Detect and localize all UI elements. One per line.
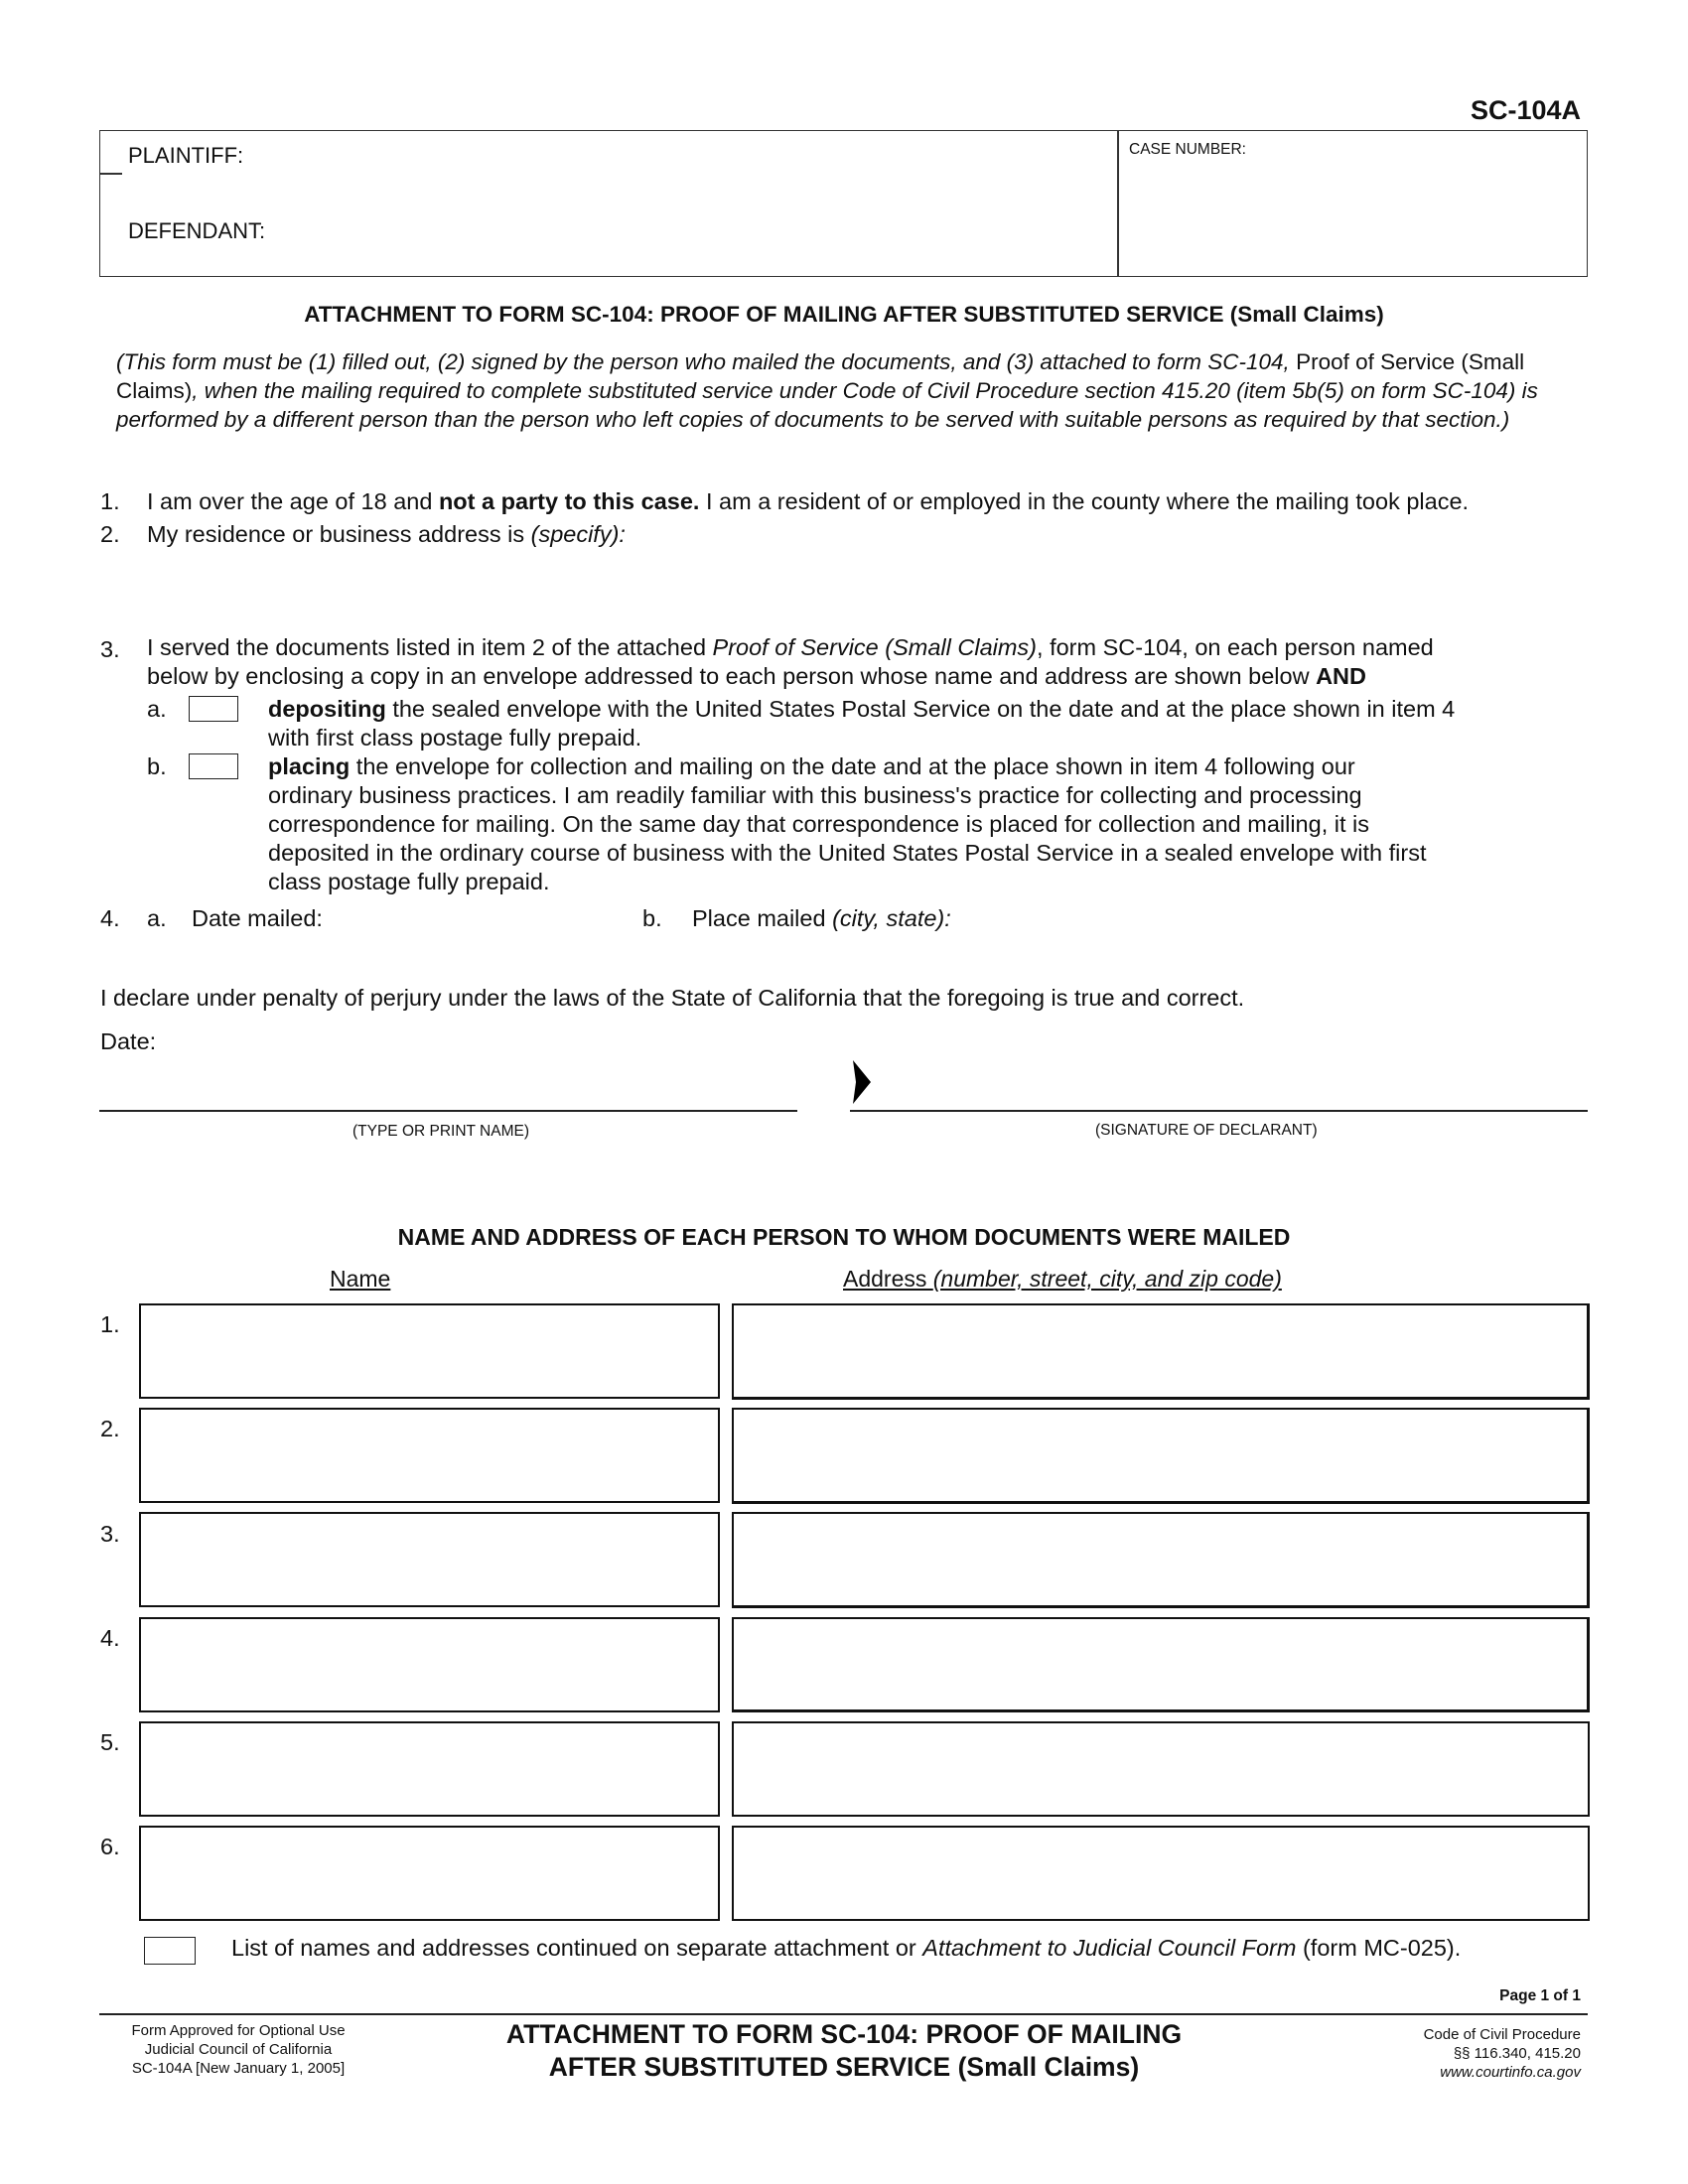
item-1-pre: I am over the age of 18 and [147,488,439,514]
item-4-number: 4. [100,905,120,931]
address-field-5[interactable] [732,1721,1590,1817]
row-number-1: 1. [100,1311,120,1337]
footer-revision: SC-104A [New January 1, 2005] [131,2060,346,2077]
perjury-declaration: I declare under penalty of perjury under the laws of the State of California that the foregoing is true and correct. [100,985,1245,1011]
item-3b-line-3: correspondence for mailing. On the same day that correspondence is placed for collection and mailing, it is [268,811,1370,837]
form-title: ATTACHMENT TO FORM SC-104: PROOF OF MAILING AFTER SUBSTITUTED SERVICE (Small Claims) [304,302,1384,327]
mailing-list-title: NAME AND ADDRESS OF EACH PERSON TO WHOM DOCUMENTS WERE MAILED [397,1224,1291,1250]
place-mailed-city-state: (city, state): [832,905,951,931]
item-3b-line-4: deposited in the ordinary course of business with the United States Postal Service in a sealed envelope with first [268,840,1427,866]
item-2-label: My residence or business address is [147,521,531,547]
address-header-text: Address [843,1266,933,1292]
footer-title-line-1: ATTACHMENT TO FORM SC-104: PROOF OF MAILING [505,2019,1183,2049]
item-3b-text: the envelope for collection and mailing on the date and at the place shown in item 4 following our [350,753,1355,779]
item-3-line-1-pre: I served the documents listed in item 2 of the attached [147,634,713,660]
footer-code: Code of Civil Procedure [1423,2026,1581,2043]
item-3b-letter: b. [147,753,167,779]
name-field-2[interactable] [139,1408,720,1503]
caption-box [99,130,1588,277]
address-field-4[interactable] [732,1617,1590,1712]
item-1-bold: not a party to this case. [438,488,700,514]
item-3a-line-2: with first class postage fully prepaid. [268,725,642,751]
footer-sections: §§ 116.340, 415.20 [1453,2045,1581,2062]
item-3b-line-5: class postage fully prepaid. [268,869,550,894]
instructions-part-3: , when the mailing required to complete substituted service under Code of Civil Procedure section 415.20 (item 5b(5) on form SC-104) is performed by a different person than the person who left copies of documents to be served with suitable persons as required by that section.) [116,378,1538,432]
place-mailed-text: Place mailed [692,905,833,931]
row-number-2: 2. [100,1416,120,1441]
row-number-4: 4. [100,1625,120,1651]
name-field-5[interactable] [139,1721,720,1817]
item-3-line-2-pre: below by enclosing a copy in an envelope addressed to each person whose name and address are shown below [147,663,1317,689]
footer-left [99,2021,377,2078]
item-3-line-1-italic: Proof of Service (Small Claims) [712,634,1038,660]
type-print-name-caption: (TYPE OR PRINT NAME) [352,1123,529,1140]
address-header-detail: (number, street, city, and zip code) [932,1266,1282,1292]
footer-council: Judicial Council of California [144,2041,333,2058]
item-3-line-2 [147,662,1366,691]
item-3a-depositing: depositing [268,696,386,722]
item-3b-placing: placing [268,753,351,779]
address-field-3[interactable] [732,1512,1590,1608]
item-2-specify: (specify): [530,521,626,547]
date-mailed-label: Date mailed: [192,905,323,931]
item-2-text [147,520,626,549]
row-number-5: 5. [100,1729,120,1755]
address-column-header [843,1266,1282,1293]
page-number: Page 1 of 1 [1499,1987,1581,2004]
address-field-2[interactable] [732,1408,1590,1504]
footer-title-line-2: AFTER SUBSTITUTED SERVICE (Small Claims) [548,2052,1140,2082]
footer-right [1424,2025,1581,2082]
form-number: SC-104A [1470,95,1581,125]
case-number-label: CASE NUMBER: [1129,141,1246,158]
item-3-line-1 [147,633,1434,662]
plaintiff-label: PLAINTIFF: [128,143,244,168]
instructions-part-2: Proof of Service (Small Claims) [116,349,1525,403]
signature-arrow-icon [851,1060,873,1104]
name-field-6[interactable] [139,1826,720,1921]
place-mailed-label [692,904,951,933]
print-name-line[interactable] [99,1110,797,1112]
item-4b-letter: b. [642,905,662,931]
item-1-number: 1. [100,488,120,514]
instructions-part-1: (This form must be (1) filled out, (2) signed by the person who mailed the documents, and (3) attached to form SC-104, [116,349,1290,374]
row-number-6: 6. [100,1834,120,1859]
item-3-number: 3. [100,636,120,662]
continued-attachment-text [231,1934,1461,1963]
continued-post: (form MC-025). [1296,1935,1462,1961]
name-field-1[interactable] [139,1303,720,1399]
item-3a-checkbox[interactable] [189,696,238,722]
item-3-and: AND [1316,663,1366,689]
date-label: Date: [100,1028,157,1054]
item-3b-line-2: ordinary business practices. I am readily familiar with this business's practice for collecting and processing [268,782,1362,808]
continued-pre: List of names and addresses continued on separate attachment or [231,1935,923,1961]
footer-approval: Form Approved for Optional Use [131,2022,346,2039]
item-3b-checkbox[interactable] [189,753,238,779]
item-3b-line-1 [268,752,1355,781]
defendant-label: DEFENDANT: [128,218,266,243]
footer-title [437,2018,1251,2084]
footer-website: www.courtinfo.ca.gov [1440,2064,1581,2081]
continued-form-name: Attachment to Judicial Council Form [922,1935,1297,1961]
caption-divider [1117,131,1119,276]
name-field-4[interactable] [139,1617,720,1712]
item-3a-line-1 [268,695,1455,724]
footer-rule [99,2013,1588,2015]
item-1-post: I am a resident of or employed in the county where the mailing took place. [699,488,1470,514]
name-column-header: Name [330,1266,391,1292]
continued-attachment-checkbox[interactable] [144,1937,196,1965]
caption-tick-mark [100,173,122,175]
item-2-number: 2. [100,521,120,547]
item-3-line-1-post: , form SC-104, on each person named [1037,634,1434,660]
item-4a-letter: a. [147,905,167,931]
instructions-paragraph [116,347,1586,434]
item-1-text [147,487,1469,516]
signature-caption: (SIGNATURE OF DECLARANT) [1095,1122,1318,1139]
signature-line[interactable] [850,1110,1588,1112]
item-3a-letter: a. [147,696,167,722]
item-3a-text: the sealed envelope with the United States Postal Service on the date and at the place shown in item 4 [385,696,1456,722]
name-field-3[interactable] [139,1512,720,1607]
address-field-1[interactable] [732,1303,1590,1400]
row-number-3: 3. [100,1521,120,1547]
address-field-6[interactable] [732,1826,1590,1921]
